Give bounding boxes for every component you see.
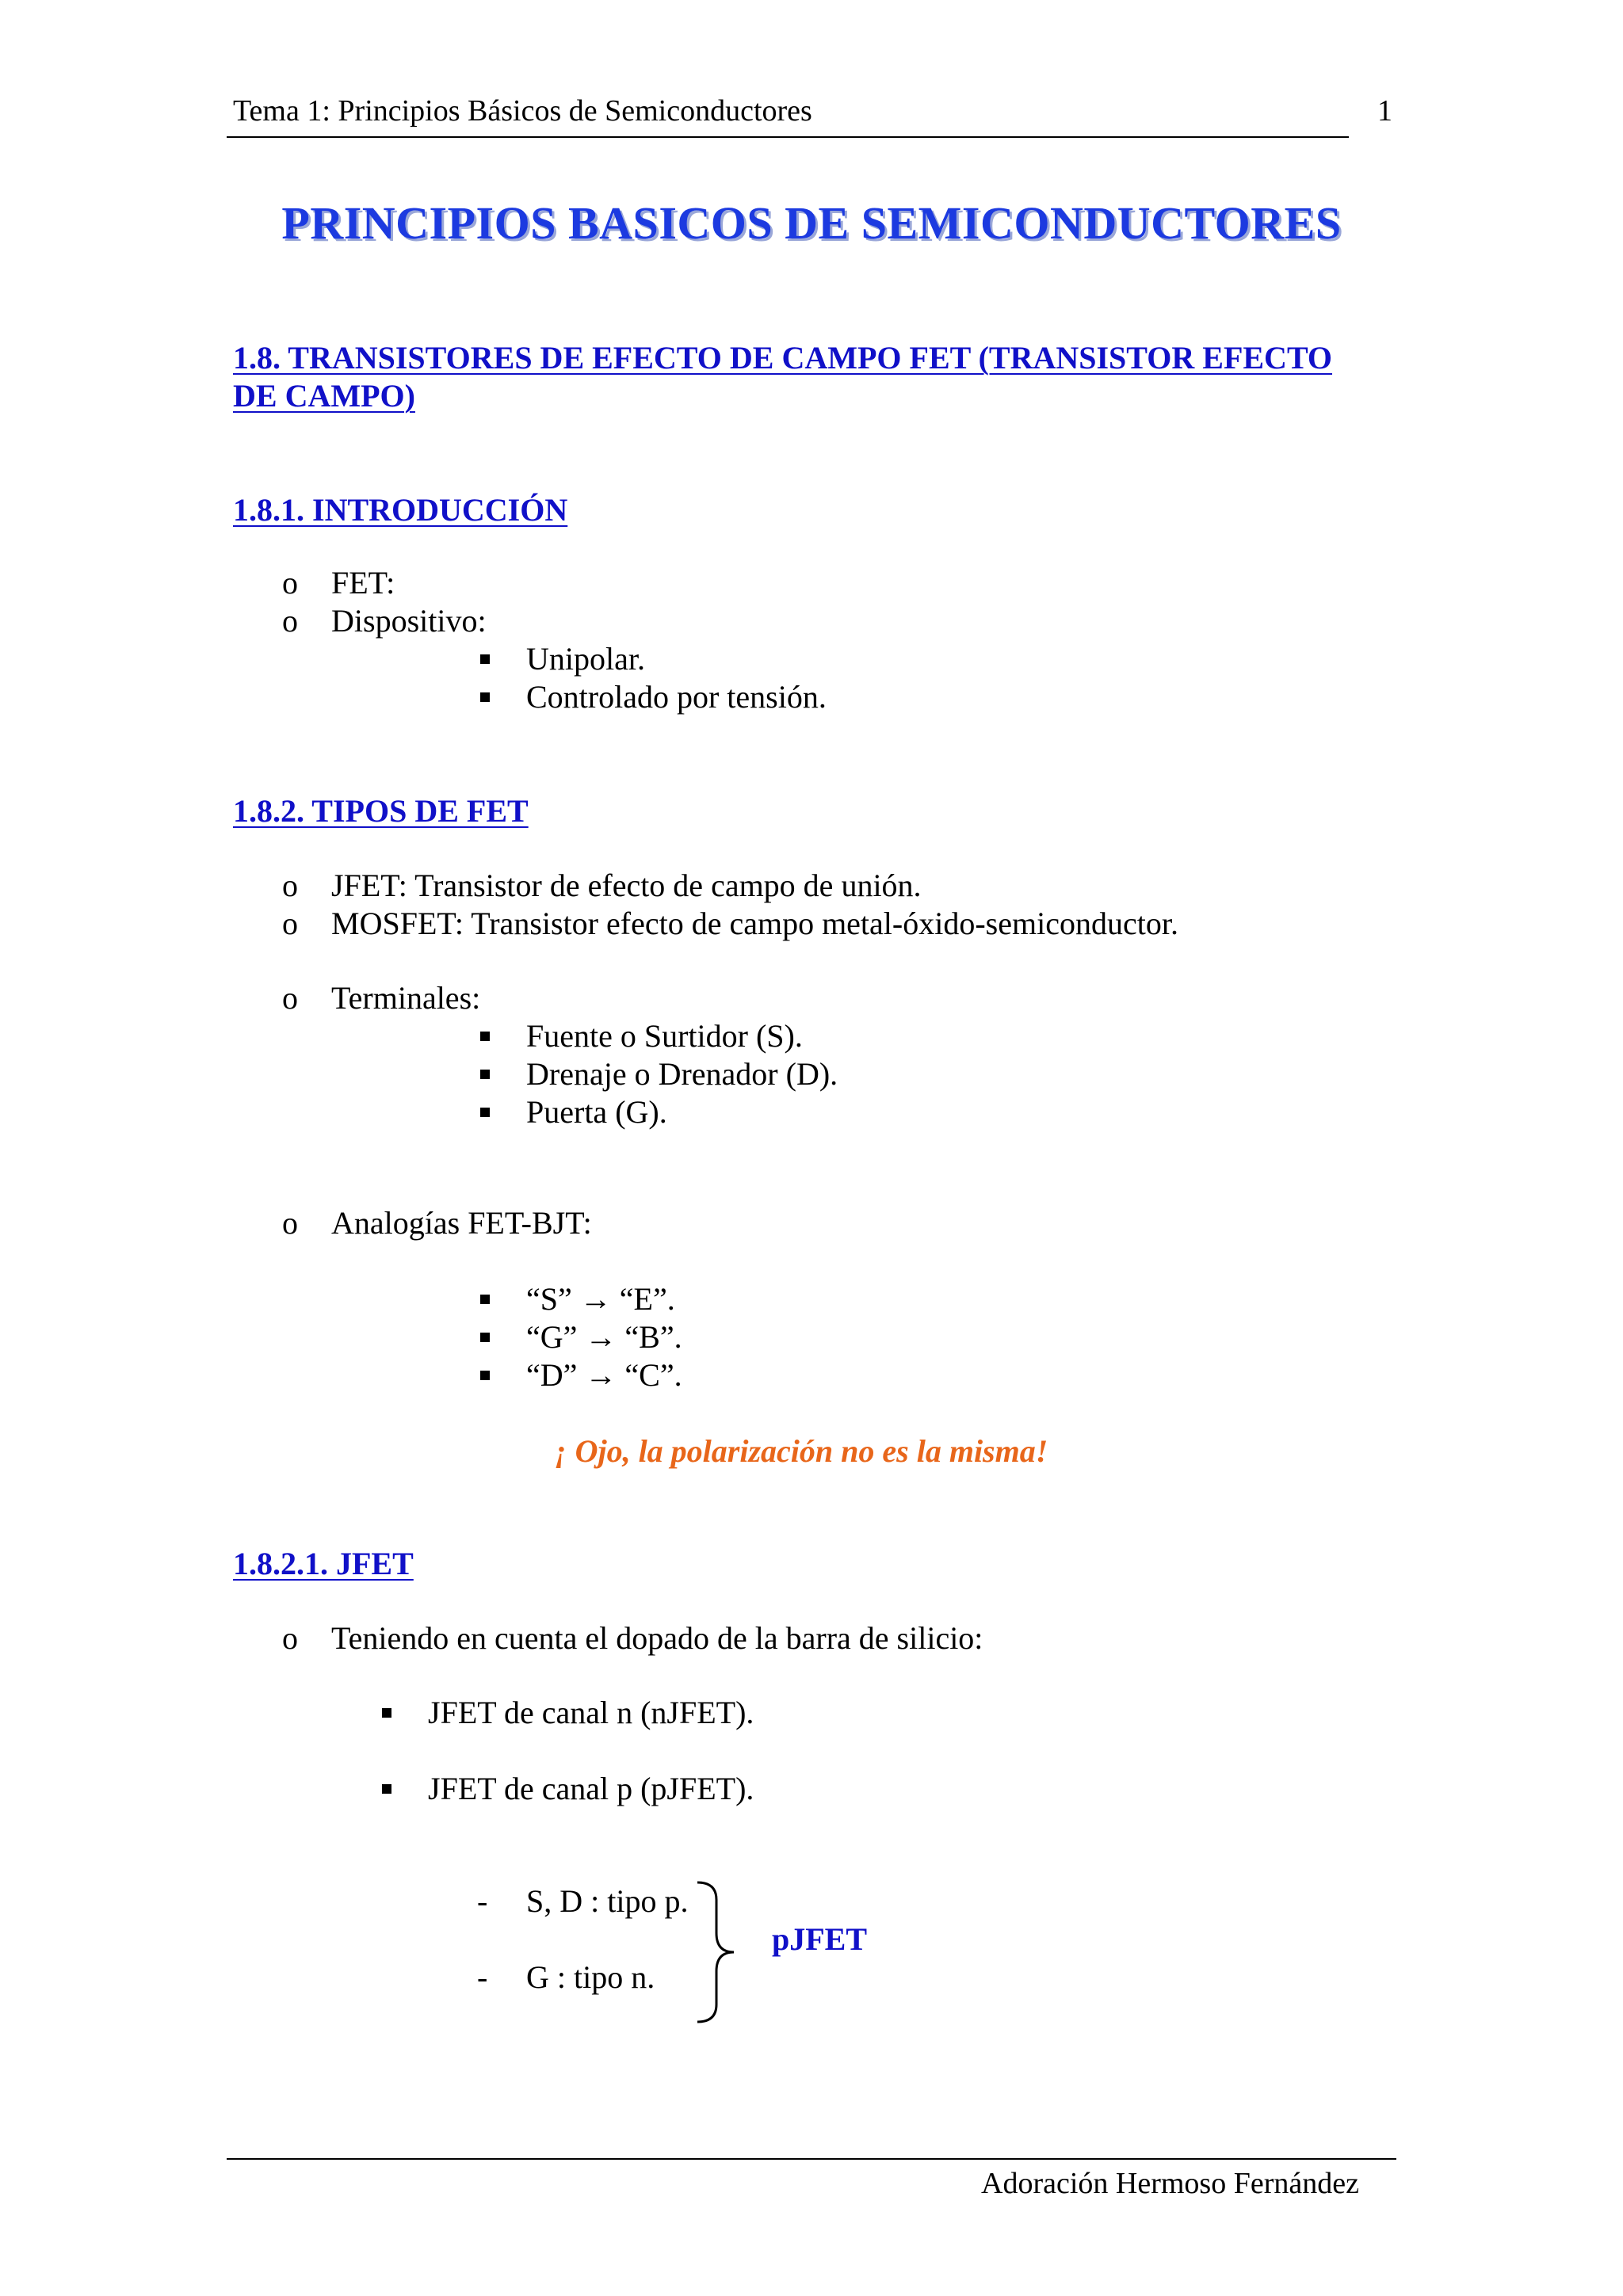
list-item-dispositivo: Dispositivo: [331,603,487,639]
analogy-s-e: “S” → “E”. [526,1281,675,1317]
sub-item-fuente: Fuente o Surtidor (S). [526,1018,803,1054]
square-bullet-icon [480,1371,490,1380]
sub-item-unipolar: Unipolar. [526,641,645,677]
section-1-8-heading-line2: DE CAMPO) [233,378,415,414]
right-brace-icon [694,1879,742,2025]
square-bullet-icon [480,1032,490,1041]
circle-bullet: o [282,1205,298,1241]
warning-note: ¡ Ojo, la polarización no es la misma! [555,1433,1048,1469]
list-item-mosfet: MOSFET: Transistor efecto de campo metal-óxido-semiconductor. [331,906,1178,941]
circle-bullet: o [282,565,298,601]
circle-bullet: o [282,603,298,639]
square-bullet-icon [480,692,490,702]
analogy-d-c: “D” → “C”. [526,1357,682,1393]
page-header: Tema 1: Principios Básicos de Semiconductores [233,94,812,128]
sub-item-puerta: Puerta (G). [526,1094,667,1130]
dash-bullet: - [477,1959,488,1995]
brace-label-pjfet: pJFET [772,1921,868,1957]
section-1-8-heading-line1: 1.8. TRANSISTORES DE EFECTO DE CAMPO FET (TRANSISTOR EFECTO [233,340,1333,376]
page-number: 1 [1377,94,1392,128]
analogy-g-b: “G” → “B”. [526,1319,682,1355]
circle-bullet: o [282,980,298,1016]
footer-rule [227,2158,1396,2160]
header-rule [227,136,1349,138]
dash-bullet: - [477,1883,488,1919]
list-item-dopado: Teniendo en cuenta el dopado de la barra de silicio: [331,1620,983,1656]
sub-item-controlado: Controlado por tensión. [526,679,827,715]
list-item-analogias: Analogías FET-BJT: [331,1205,592,1241]
circle-bullet: o [282,868,298,903]
square-bullet-icon [480,1295,490,1304]
dash-item-sd: S, D : tipo p. [526,1883,689,1919]
page-footer-author: Adoración Hermoso Fernández [981,2167,1359,2200]
sub-item-pjfet: JFET de canal p (pJFET). [428,1771,754,1806]
section-1-8-1-heading: 1.8.1. INTRODUCCIÓN [233,492,568,528]
list-item-terminales: Terminales: [331,980,481,1016]
document-title: PRINCIPIOS BASICOS DE SEMICONDUCTORES [281,197,1342,249]
list-item-fet: FET: [331,565,395,601]
sub-item-njfet: JFET de canal n (nJFET). [428,1695,754,1730]
list-item-jfet: JFET: Transistor de efecto de campo de unión. [331,868,922,903]
dash-item-g: G : tipo n. [526,1959,655,1995]
square-bullet-icon [480,1108,490,1117]
circle-bullet: o [282,906,298,941]
sub-item-drenaje: Drenaje o Drenador (D). [526,1056,838,1092]
square-bullet-icon [480,654,490,664]
square-bullet-icon [382,1708,391,1718]
section-1-8-2-heading: 1.8.2. TIPOS DE FET [233,793,529,829]
section-1-8-2-1-heading: 1.8.2.1. JFET [233,1546,414,1581]
square-bullet-icon [480,1333,490,1342]
square-bullet-icon [382,1784,391,1794]
square-bullet-icon [480,1070,490,1079]
circle-bullet: o [282,1620,298,1656]
